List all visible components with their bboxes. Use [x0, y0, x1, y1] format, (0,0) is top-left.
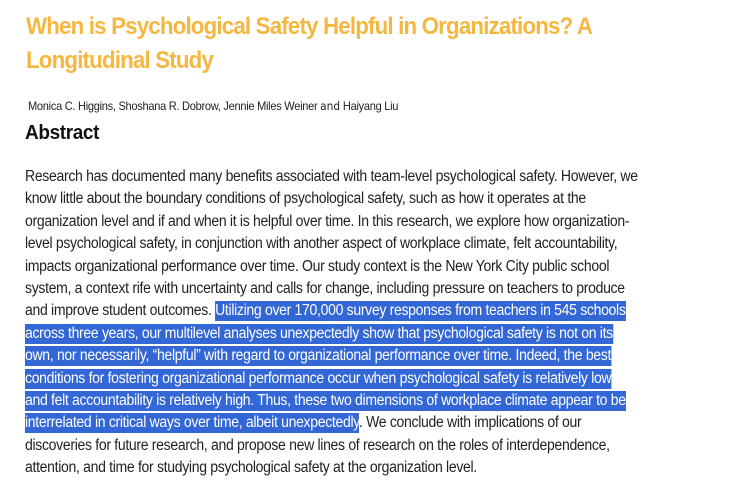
abstract-text-segment: system, a context rife with uncertainty and calls for change, including pressure on teachers to produce — [25, 279, 625, 297]
abstract-heading: Abstract — [25, 122, 100, 144]
paper-title-line-2: Longitudinal Study — [26, 47, 214, 74]
abstract-line — [25, 233, 659, 255]
author-list — [28, 98, 398, 114]
abstract-line — [25, 300, 659, 322]
abstract-text-segment: impacts organizational performance over time. Our study context is the New York City public school — [25, 257, 610, 275]
abstract-text[interactable] — [25, 166, 725, 479]
abstract-line — [25, 368, 659, 390]
abstract-line — [25, 390, 659, 412]
paper-title-line-1: When is Psychological Safety Helpful in Organizations? A — [26, 13, 593, 40]
abstract-line — [25, 166, 659, 188]
abstract-line — [25, 412, 659, 434]
paper-title — [26, 10, 677, 78]
abstract-text-segment: discoveries for future research, and propose new lines of research on the roles of interdependence, — [25, 436, 610, 454]
abstract-line — [25, 256, 659, 278]
abstract-line — [25, 345, 659, 367]
selected-text-segment: own, nor necessarily, “helpful” with regard to organizational performance over time. Indeed, the best — [25, 347, 612, 365]
abstract-line — [25, 323, 659, 345]
abstract-line — [25, 278, 659, 300]
abstract-line — [25, 188, 659, 210]
abstract-text-segment: organization level and if and when it is helpful over time. In this research, we explore how organization- — [25, 212, 630, 230]
abstract-text-segment: and improve student outcomes. — [25, 302, 216, 320]
abstract-line — [25, 457, 659, 479]
author-last-name: Haiyang Liu — [342, 99, 399, 113]
selected-text-segment: across three years, our multilevel analyses unexpectedly show that psychological safety is not on its — [25, 324, 613, 342]
abstract-line — [25, 435, 659, 457]
selected-text-segment: Utilizing over 170,000 survey responses from teachers in 545 schools — [215, 302, 626, 320]
abstract-line — [25, 211, 659, 233]
author-conjunction: and — [320, 99, 341, 113]
selected-text-segment: interrelated in critical ways over time, albeit unexpectedly — [25, 414, 359, 432]
abstract-text-segment: Research has documented many benefits associated with team-level psychological safety. However, we — [25, 168, 638, 185]
abstract-text-segment: level psychological safety, in conjunction with another aspect of workplace climate, felt accountability, — [25, 235, 618, 253]
abstract-text-segment: know little about the boundary conditions of psychological safety, such as how it operates at the — [25, 190, 586, 208]
abstract-text-segment: . We conclude with implications of our — [358, 414, 582, 432]
author-names: Monica C. Higgins, Shoshana R. Dobrow, Jennie Miles Weiner — [28, 99, 318, 113]
abstract-text-segment: attention, and time for studying psychological safety at the organization level. — [25, 459, 477, 477]
selected-text-segment: and felt accountability is relatively high. Thus, these two dimensions of workplace climate appear to be — [25, 391, 626, 409]
selected-text-segment: conditions for fostering organizational performance occur when psychological safety is relatively low — [25, 369, 612, 387]
